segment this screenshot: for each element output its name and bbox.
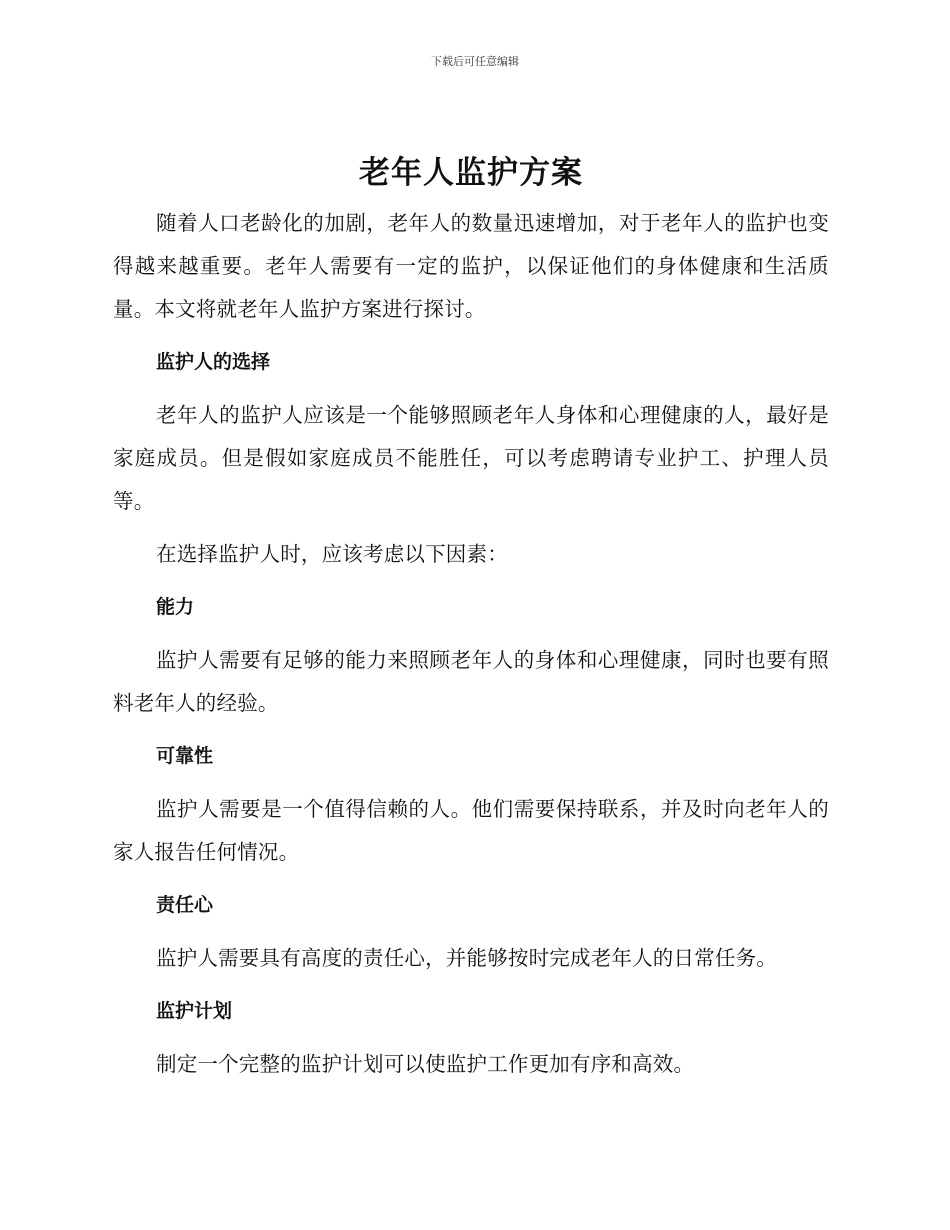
guardian-selection-paragraph: 老年人的监护人应该是一个能够照顾老年人身体和心理健康的人，最好是家庭成员。但是假如家庭成员不能胜任，可以考虑聘请专业护工、护理人员等。 bbox=[113, 403, 829, 513]
factor-paragraph-ability: 监护人需要有足够的能力来照顾老年人的身体和心理健康，同时也要有照料老年人的经验。 bbox=[113, 648, 829, 715]
factors-intro-paragraph: 在选择监护人时，应该考虑以下因素： bbox=[156, 542, 508, 566]
section-heading-guardian-selection: 监护人的选择 bbox=[156, 351, 271, 373]
factor-heading-reliability: 可靠性 bbox=[156, 745, 214, 767]
factor-heading-ability: 能力 bbox=[156, 596, 195, 618]
page-header-note: 下载后可任意编辑 bbox=[431, 55, 519, 68]
care-plan-paragraph: 制定一个完整的监护计划可以使监护工作更加有序和高效。 bbox=[156, 1052, 695, 1076]
document-title: 老年人监护方案 bbox=[359, 155, 583, 191]
section-heading-care-plan: 监护计划 bbox=[156, 1000, 233, 1022]
factor-paragraph-responsibility: 监护人需要具有高度的责任心，并能够按时完成老年人的日常任务。 bbox=[156, 946, 777, 970]
factor-paragraph-reliability: 监护人需要是一个值得信赖的人。他们需要保持联系，并及时向老年人的家人报告任何情况。 bbox=[113, 797, 829, 864]
factor-heading-responsibility: 责任心 bbox=[156, 894, 214, 916]
intro-paragraph: 随着人口老龄化的加剧，老年人的数量迅速增加，对于老年人的监护也变得越来越重要。老年人需要有一定的监护，以保证他们的身体健康和生活质量。本文将就老年人监护方案进行探讨。 bbox=[113, 211, 829, 321]
document-body bbox=[113, 150, 829, 1096]
